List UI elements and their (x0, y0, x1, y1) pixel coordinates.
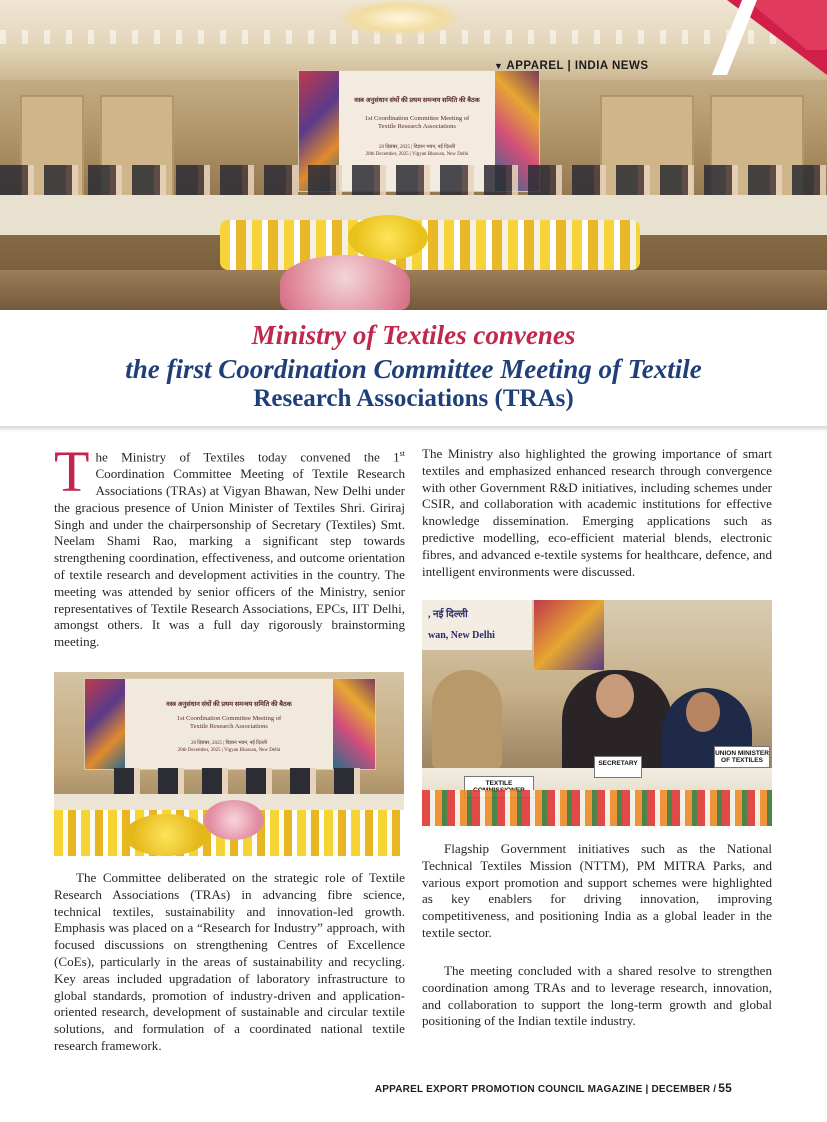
banner-line1: 1st Coordination Committee Meeting of (364, 115, 470, 122)
banner-date-hindi: 20 दिसंबर, 2025 | विज्ञान भवन, नई दिल्ली (190, 741, 268, 746)
meeting-photo-wide (54, 672, 404, 856)
banner-date-hindi: 20 दिसंबर, 2025 | विज्ञान भवन, नई दिल्ली (378, 145, 456, 150)
paragraph-2-text: The Committee deliberated on the strategic role of Textile Research Associations (TRAs) in advancing fibre science, technical textiles, sustainability and innovation-led growth. Emphasis was placed on a “Research for Industry” approach, with focused discussions on strengthening Centres of Excellence (CoEs), particularly in the areas of sustainability and recycling. Key areas included upgradation of laboratory infrastructure to global standards, promotion of industry-driven and application-oriented research, development of sustainable and circular textile solutions, and formulation of a coordinated national textile research framework. (54, 870, 405, 1053)
paragraph-3 (422, 446, 772, 580)
banner-hindi: वस्त्र अनुसंधान संघों की प्रथम समन्वय समिति की बैठक (354, 97, 480, 104)
textile-art (534, 600, 604, 670)
flower-arrangement (422, 790, 772, 826)
banner-line2: Textile Research Associations (378, 123, 456, 130)
floor (0, 270, 827, 310)
headline-line2: the first Coordination Committee Meeting of Textile (125, 354, 702, 384)
attendees (114, 768, 374, 796)
flower-bouquet-yellow (124, 814, 208, 856)
wall-banner-hindi: , नई दिल्ली (428, 609, 468, 620)
drop-cap: T (54, 439, 90, 504)
meeting-photo-closeup (422, 600, 772, 826)
flower-bouquet-pink (204, 800, 264, 840)
banner-line1: 1st Coordination Committee Meeting of (176, 715, 282, 722)
name-plate-secretary: SECRETARY (594, 756, 642, 778)
face (596, 674, 634, 718)
flower-arrangement (220, 220, 640, 270)
paragraph-1-superscript: st (399, 449, 405, 458)
face (686, 692, 720, 732)
name-plate-minister: UNION MINISTER OF TEXTILES (714, 746, 770, 768)
name-plate-textile-commissioner: TEXTILE (464, 776, 534, 798)
paragraph-4 (422, 841, 772, 942)
page-number: 55 (718, 1081, 732, 1095)
page-footer (375, 1081, 732, 1095)
paragraph-1 (54, 439, 405, 651)
paragraph-1-text-a: he Ministry of Textiles today convened the 1 (95, 449, 400, 465)
paragraph-4-text: Flagship Government initiatives such as the National Technical Textiles Mission (NTTM), PM MITRA Parks, and various export promotion and support schemes were highlighted as key enablers for driving innovation, improving competitiveness, and positioning India as a global leader in the textile sector. (422, 841, 772, 940)
wall-banner (422, 600, 532, 650)
headline-line3: Research Associations (TRAs) (253, 385, 574, 412)
corner-accent-icon (687, 0, 827, 75)
footer-text: APPAREL EXPORT PROMOTION COUNCIL MAGAZINE | DECEMBER / (374, 1084, 717, 1095)
textile-art-left (85, 679, 125, 769)
chandelier (340, 0, 460, 36)
divider (0, 426, 827, 432)
textile-art-right (333, 679, 375, 769)
paragraph-1-text-b: Coordination Committee Meeting of Textile Research Associations (TRAs) at Vigyan Bhawan, New Delhi under the gracious presence of Union Minister of Textiles Shri. Giriraj Singh and under the chairpersonship of Secretary (Textiles) Smt. Neelam Shami Rao, marking a significant step towards strengthening coordination, effectiveness, and outcome orientation of textile research and development activities in the country. The meeting was attended by senior officers of the Ministry, senior representatives of Textile Research Associations, EPCs, IIT Delhi, amongst others. It was a full day rigorously brainstorming meeting. (54, 466, 405, 650)
banner-line2: Textile Research Associations (190, 723, 268, 730)
flower-bouquet-pink (280, 255, 410, 310)
paragraph-2 (54, 870, 405, 1055)
paragraph-3-text: The Ministry also highlighted the growing importance of smart textiles and emphasized enhanced research through convergence with other Government R&D initiatives, including schemes under CSIR, and collaboration with academic institutions for effective knowledge dissemination. Emerging applications such as predictive modelling, eco-efficient material blends, electronic fibres, and advanced e-textile systems for healthcare, defence, and intelligent environments were discussed. (422, 446, 772, 579)
banner-hindi: वस्त्र अनुसंधान संघों की प्रथम समन्वय समिति की बैठक (166, 701, 292, 708)
headline (0, 310, 827, 426)
triangle-icon: ▼ (494, 61, 504, 71)
wall-banner-english: wan, New Delhi (428, 630, 495, 641)
paragraph-5 (422, 963, 772, 1030)
section-label-text: APPAREL | INDIA NEWS (506, 60, 649, 72)
meeting-banner (84, 678, 376, 770)
section-label (494, 60, 649, 72)
flower-bouquet-yellow (348, 215, 428, 260)
banner-date: 20th December, 2025 | Vigyan Bhawan, New Delhi (365, 152, 469, 157)
paragraph-5-text: The meeting concluded with a shared resolve to strengthen coordination among TRAs and to leverage research, innovation, and collaboration to support the long-term growth and global positioning of the Indian textile industry. (422, 963, 772, 1029)
banner-date: 20th December, 2025 | Vigyan Bhawan, New Delhi (177, 748, 281, 753)
person-left (432, 670, 502, 770)
headline-line1: Ministry of Textiles convenes (251, 320, 576, 350)
